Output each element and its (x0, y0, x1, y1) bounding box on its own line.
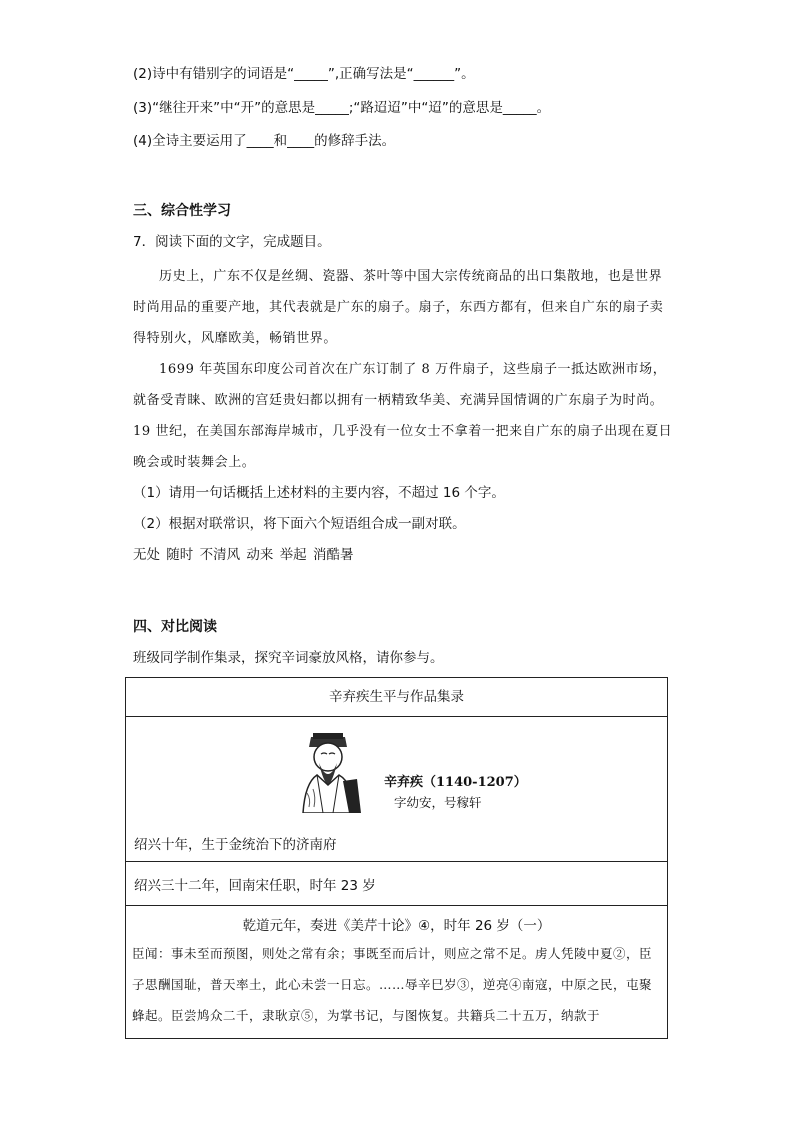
passage-paragraph-2: 1699 年英国东印度公司首次在广东订制了 8 万件扇子，这些扇子一抵达欧洲市场，就备受青睐、欧洲的宫廷贵妇都以拥有一柄精致华美、充满异国情调的广东扇子为时尚。19 世纪，在美国东部海岸城市，几乎没有一位女士不拿着一把来自广东的扇子出现在夏日晚会或时装舞会上。 (133, 362, 673, 470)
memorial-title: 乾道元年，奏进《美芹十论》④，时年 26 岁（一） (242, 918, 551, 934)
table-title: 辛弃疾生平与作品集录 (329, 689, 464, 705)
passage-paragraph-1: 历史上，广东不仅是丝绸、瓷器、茶叶等中国大宗传统商品的出口集散地，也是世界时尚用品的重要产地，其代表就是广东的扇子。扇子，东西方都有，但来自广东的扇子卖得特别火，风靡欧美，畅销世界。 (133, 269, 664, 346)
question-4: (4)全诗主要运用了____和____的修辞手法。 (133, 133, 396, 149)
portrait-image (283, 723, 373, 813)
section-4-intro: 班级同学制作集录，探究辛词豪放风格，请你参与。 (133, 650, 444, 666)
question-7: 7．阅读下面的文字，完成题目。 (133, 234, 331, 250)
section-3-heading: 三、综合性学习 (133, 203, 231, 219)
sub-question-1: （1）请用一句话概括上述材料的主要内容，不超过 16 个字。 (133, 485, 505, 501)
xin-qiji-table (125, 677, 668, 1039)
memorial-row (126, 906, 667, 1039)
return-row (126, 862, 667, 906)
phrase-list: 无处 随时 不清风 动来 举起 消酷暑 (133, 547, 354, 563)
classical-excerpt: 臣闻：事未至而预图，则处之常有余；事既至而后计，则应之常不足。虏人凭陵中夏②，臣子思酬国耻，普天率土，此心未尝一日忘。……辱辛巳岁③，逆亮④南寇，中原之民，屯聚蜂起。臣尝鸠众二千，隶耿京⑤，为掌书记，与图恢复。共籍兵二十五万，纳款于 (132, 946, 653, 1023)
return-note: 绍兴三十二年，回南宋任职，时年 23 岁 (134, 878, 376, 894)
birth-note: 绍兴十年，生于金统治下的济南府 (134, 837, 337, 853)
table-title-row (126, 678, 667, 717)
reading-passage (133, 261, 673, 478)
section-4-heading: 四、对比阅读 (133, 619, 217, 635)
poet-name: 辛弃疾（1140-1207） (384, 775, 527, 790)
question-2: (2)诗中有错别字的词语是“_____”,正确写法是“______”。 (133, 66, 475, 82)
question-3: (3)“继往开来”中“开”的意思是_____;“路迢迢”中“迢”的意思是_____。 (133, 100, 551, 116)
sub-question-2: （2）根据对联常识，将下面六个短语组合成一副对联。 (133, 516, 466, 532)
poet-courtesy-name: 字幼安，号稼轩 (394, 795, 482, 810)
portrait-row (126, 717, 667, 862)
